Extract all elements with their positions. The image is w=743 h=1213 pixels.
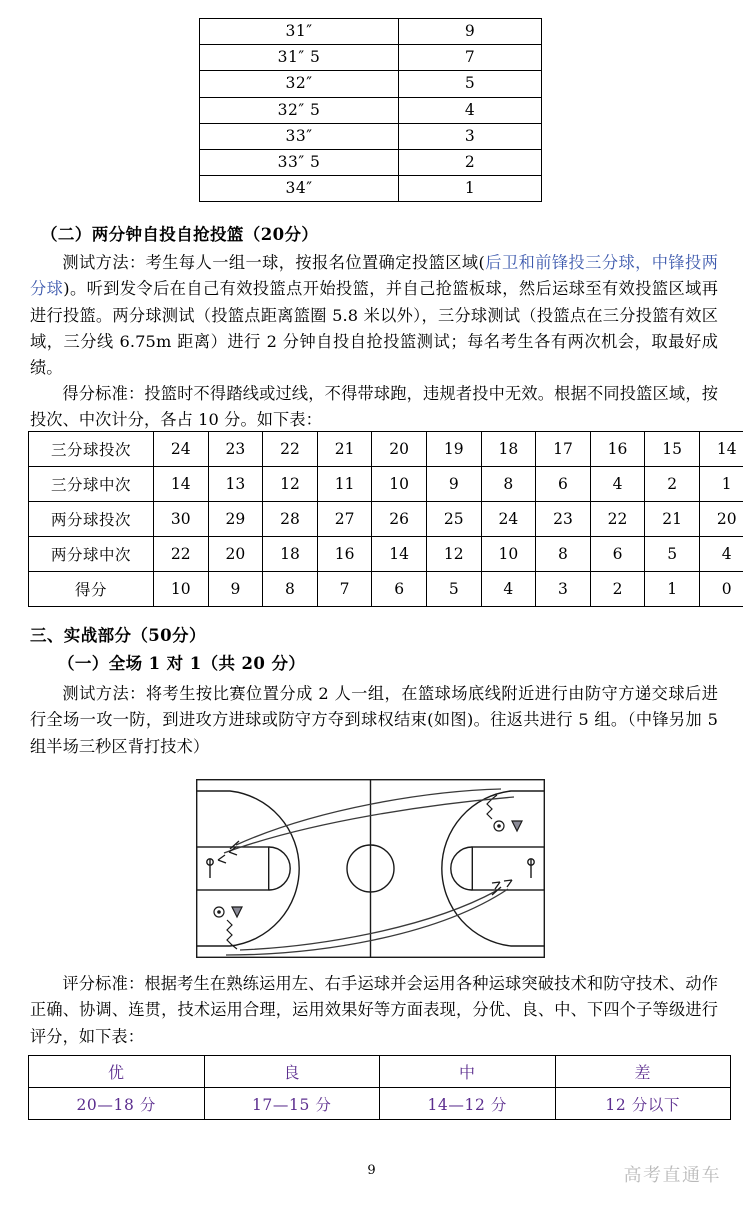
grade-value-cell: 20—18 分 xyxy=(29,1088,205,1120)
scoring-cell: 4 xyxy=(699,537,743,572)
scoring-cell: 7 xyxy=(317,572,372,607)
table-row xyxy=(200,97,542,123)
conversion-score-cell: 3 xyxy=(399,123,542,149)
scoring-cell: 29 xyxy=(208,502,263,537)
conversion-time-cell: 31″ xyxy=(200,19,399,45)
conversion-time-cell: 33″ 5 xyxy=(200,150,399,176)
scoring-cell: 5 xyxy=(645,537,700,572)
scoring-cell: 13 xyxy=(208,467,263,502)
scoring-cell: 30 xyxy=(154,502,209,537)
page-number: 9 xyxy=(367,1163,376,1178)
scoring-cell: 20 xyxy=(208,537,263,572)
scoring-cell: 2 xyxy=(645,467,700,502)
scoring-cell: 12 xyxy=(263,467,318,502)
conversion-score-cell: 4 xyxy=(399,97,542,123)
conversion-table xyxy=(199,18,542,202)
movement-arrow-curve-2 xyxy=(226,889,508,955)
scoring-cell: 4 xyxy=(481,572,536,607)
defender-triangle-icon xyxy=(512,821,522,831)
scoring-cell: 15 xyxy=(645,432,700,467)
scoring-cell: 18 xyxy=(263,537,318,572)
scoring-cell: 2 xyxy=(590,572,645,607)
conversion-score-cell: 1 xyxy=(399,176,542,202)
scoring-cell: 8 xyxy=(536,537,591,572)
scoring-cell: 11 xyxy=(317,467,372,502)
conversion-score-cell: 2 xyxy=(399,150,542,176)
scoring-cell: 14 xyxy=(372,537,427,572)
scoring-cell: 12 xyxy=(426,537,481,572)
section-heading-two-two: （二）两分钟自投自抢投篮（20分） xyxy=(41,225,319,244)
scoring-cell: 8 xyxy=(481,467,536,502)
scoring-cell: 6 xyxy=(590,537,645,572)
arrowhead-right-a xyxy=(492,882,500,889)
right-key xyxy=(472,847,544,890)
table-row xyxy=(29,502,743,537)
section-two-two-method-paragraph xyxy=(30,250,718,381)
method-highlight-text: 后卫和前锋投三分球，中锋投两分球 xyxy=(30,253,718,299)
basketball-court-diagram xyxy=(196,779,545,958)
scoring-cell: 20 xyxy=(372,432,427,467)
conversion-time-cell: 31″ 5 xyxy=(200,45,399,71)
left-free-throw-arc xyxy=(269,847,291,890)
scoring-table-container xyxy=(28,431,737,607)
grade-value-cell: 17—15 分 xyxy=(204,1088,380,1120)
scoring-cell: 18 xyxy=(481,432,536,467)
left-three-point-line xyxy=(197,791,299,946)
scoring-cell: 8 xyxy=(263,572,318,607)
grade-header-cell: 良 xyxy=(204,1056,380,1088)
scoring-cell: 9 xyxy=(208,572,263,607)
table-row xyxy=(200,45,542,71)
conversion-table-container xyxy=(199,18,535,202)
scoring-cell: 3 xyxy=(536,572,591,607)
table-row xyxy=(200,19,542,45)
grade-header-cell: 优 xyxy=(29,1056,205,1088)
conversion-score-cell: 5 xyxy=(399,71,542,97)
conversion-score-cell: 9 xyxy=(399,19,542,45)
scoring-cell: 10 xyxy=(372,467,427,502)
scoring-cell: 19 xyxy=(426,432,481,467)
court-svg xyxy=(196,779,545,958)
scoring-cell: 10 xyxy=(154,572,209,607)
scoring-cell: 24 xyxy=(154,432,209,467)
table-row xyxy=(29,1056,731,1088)
section-subheading-three-one: （一）全场 1 对 1（共 20 分） xyxy=(58,654,306,673)
section-two-two-criteria-paragraph: 得分标准：投篮时不得踏线或过线，不得带球跑，违规者投中无效。根据不同投篮区域，按投次、中次计分，各占 10 分。如下表： xyxy=(30,384,718,430)
grade-header-cell: 差 xyxy=(555,1056,731,1088)
scoring-cell: 21 xyxy=(645,502,700,537)
scoring-cell: 1 xyxy=(699,467,743,502)
section-three-one-method-paragraph: 测试方法：将考生按比赛位置分成 2 人一组，在篮球场底线附近进行由防守方递交球后进行全场一攻一防，到进攻方进球或防守方夺到球权结束(如图)。往返共进行 5 组。（中锋另加 5 组半场三秒区背打技术） xyxy=(30,684,718,756)
scoring-cell: 9 xyxy=(426,467,481,502)
scoring-cell: 14 xyxy=(154,467,209,502)
scoring-row-label: 得分 xyxy=(29,572,154,607)
method-label: 测试方法： xyxy=(62,253,146,272)
conversion-time-cell: 32″ 5 xyxy=(200,97,399,123)
scoring-row-label: 两分球投次 xyxy=(29,502,154,537)
scoring-cell: 16 xyxy=(590,432,645,467)
table-row xyxy=(29,467,743,502)
conversion-time-cell: 33″ xyxy=(200,123,399,149)
scoring-cell: 1 xyxy=(645,572,700,607)
offense-ball-dot xyxy=(497,824,501,828)
table-row xyxy=(200,176,542,202)
scoring-cell: 5 xyxy=(426,572,481,607)
scoring-cell: 24 xyxy=(481,502,536,537)
scoring-row-label: 三分球中次 xyxy=(29,467,154,502)
offense-ball-dot xyxy=(217,910,221,914)
section-heading-three: 三、实战部分（50分） xyxy=(30,626,206,645)
scoring-cell: 20 xyxy=(699,502,743,537)
scoring-cell: 6 xyxy=(536,467,591,502)
arrowhead-left-b xyxy=(218,855,226,863)
method-text-part1: 考生每人一组一球，按报名位置确定投篮区域( xyxy=(145,253,485,272)
table-row xyxy=(29,537,743,572)
scoring-cell: 16 xyxy=(317,537,372,572)
scoring-table xyxy=(28,431,743,607)
table-row xyxy=(29,432,743,467)
scoring-cell: 4 xyxy=(590,467,645,502)
scoring-cell: 17 xyxy=(536,432,591,467)
scoring-cell: 28 xyxy=(263,502,318,537)
right-free-throw-arc xyxy=(451,847,473,890)
scoring-cell: 25 xyxy=(426,502,481,537)
scoring-cell: 23 xyxy=(208,432,263,467)
scoring-cell: 22 xyxy=(590,502,645,537)
table-row xyxy=(200,123,542,149)
scoring-cell: 22 xyxy=(154,537,209,572)
grading-table xyxy=(28,1055,731,1120)
table-row xyxy=(200,71,542,97)
scoring-cell: 26 xyxy=(372,502,427,537)
table-row xyxy=(29,1088,731,1120)
section-three-one-criteria-paragraph: 评分标准：根据考生在熟练运用左、右手运球并会运用各种运球突破技术和防守技术、动作正确、协调、连贯，技术运用合理，运用效果好等方面表现，分优、良、中、下四个子等级进行评分，如下表： xyxy=(30,974,718,1046)
table-row xyxy=(29,572,743,607)
table-row xyxy=(200,150,542,176)
conversion-table-body xyxy=(200,19,542,202)
scoring-cell: 6 xyxy=(372,572,427,607)
method-text-part2: )。听到发令后在自己有效投篮点开始投篮，并自己抢篮板球，然后运球至有效投篮区域再进行投篮。两分球测试（投篮点距离篮圈 5.8 米以外），三分球测试（投篮点在三分投篮有效区域，三分线 6.75m 距离）进行 2 分钟自投自抢投篮测试；每名考生各有两次机会，取最好成绩。 xyxy=(30,279,718,378)
player-marker-upper-right xyxy=(494,821,522,831)
conversion-score-cell: 7 xyxy=(399,45,542,71)
scoring-cell: 27 xyxy=(317,502,372,537)
scoring-cell: 22 xyxy=(263,432,318,467)
scoring-cell: 21 xyxy=(317,432,372,467)
watermark-label: 高考直通车 xyxy=(623,1165,721,1186)
scoring-cell: 14 xyxy=(699,432,743,467)
scoring-row-label: 两分球中次 xyxy=(29,537,154,572)
conversion-time-cell: 32″ xyxy=(200,71,399,97)
defender-triangle-icon xyxy=(232,907,242,917)
right-three-point-line xyxy=(442,791,544,946)
scoring-row-label: 三分球投次 xyxy=(29,432,154,467)
grade-value-cell: 14—12 分 xyxy=(380,1088,556,1120)
scoring-cell: 10 xyxy=(481,537,536,572)
arrowhead-right-b xyxy=(504,880,512,887)
scoring-cell: 23 xyxy=(536,502,591,537)
player-marker-lower-left xyxy=(214,907,242,917)
scoring-table-body xyxy=(29,432,743,607)
grading-table-container xyxy=(28,1055,718,1120)
grade-header-cell: 中 xyxy=(380,1056,556,1088)
grading-table-body xyxy=(29,1056,731,1120)
scoring-cell: 0 xyxy=(699,572,743,607)
conversion-time-cell: 34″ xyxy=(200,176,399,202)
grade-value-cell: 12 分以下 xyxy=(555,1088,731,1120)
